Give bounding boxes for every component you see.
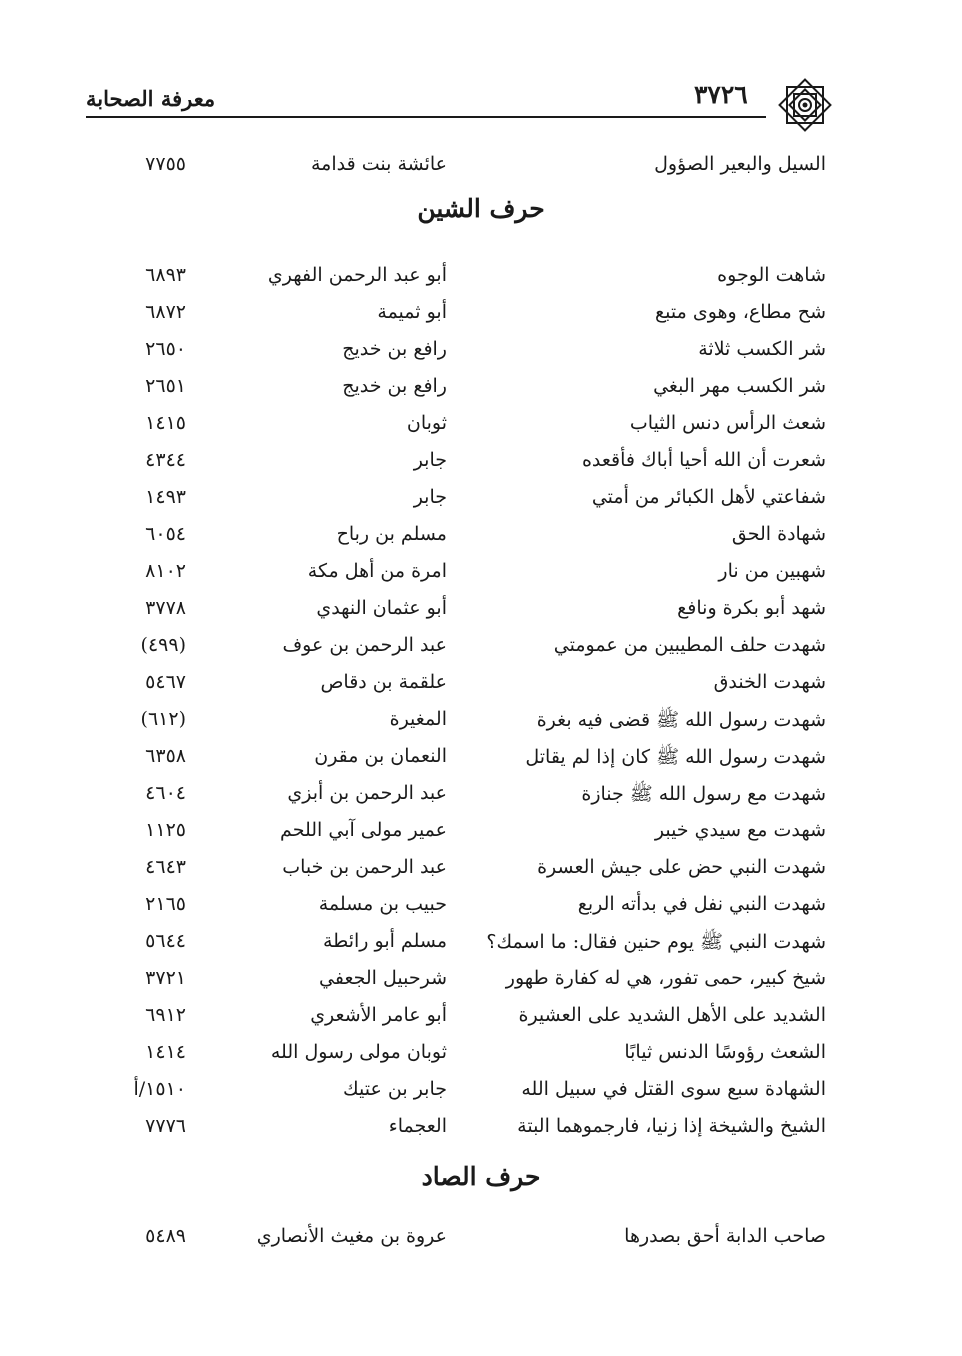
table-row bbox=[0, 597, 962, 627]
narrator-name: علقمة بن دقاص bbox=[320, 671, 447, 693]
narrator-name: عبد الرحمن بن أبزي bbox=[287, 782, 447, 804]
hadith-number: ١٥١٠/أ bbox=[133, 1078, 186, 1100]
narrator-name: أبو عامر الأشعري bbox=[310, 1004, 447, 1026]
narrator-name: رافع بن خديج bbox=[342, 338, 447, 360]
table-row bbox=[0, 375, 962, 405]
narrator-name: جابر بن عتيك bbox=[343, 1078, 447, 1100]
table-row bbox=[0, 930, 962, 960]
narrator-name: حبيب بن مسلمة bbox=[318, 893, 447, 915]
narrator-name: عروة بن مغيث الأنصاري bbox=[256, 1225, 447, 1247]
hadith-text: شهدت النبي حض على جيش العسرة bbox=[537, 856, 826, 878]
narrator-name: جابر bbox=[413, 486, 447, 508]
hadith-number: ٢١٦٥ bbox=[145, 893, 186, 915]
hadith-number: ١٤١٤ bbox=[145, 1041, 186, 1063]
hadith-number: ٦٨٩٣ bbox=[145, 264, 186, 286]
table-row bbox=[0, 745, 962, 775]
table-row bbox=[0, 449, 962, 479]
hadith-number: ٦٠٥٤ bbox=[145, 523, 186, 545]
hadith-text: شهدت النبي نفل في بدأته الربع bbox=[577, 893, 826, 915]
narrator-name: جابر bbox=[413, 449, 447, 471]
table-row bbox=[0, 708, 962, 738]
narrator-name: عبد الرحمن بن خباب bbox=[282, 856, 447, 878]
hadith-number: ٣٧٢١ bbox=[145, 967, 186, 989]
table-row bbox=[0, 782, 962, 812]
hadith-text: شر الكسب ثلاثة bbox=[698, 338, 826, 360]
table-row bbox=[0, 486, 962, 516]
table-row bbox=[0, 634, 962, 664]
table-row bbox=[0, 967, 962, 997]
narrator-name: عائشة بنت قدامة bbox=[310, 153, 447, 175]
hadith-number: ٣٧٧٨ bbox=[145, 597, 186, 619]
table-row bbox=[0, 893, 962, 923]
narrator-name: أبو عثمان النهدي bbox=[316, 597, 447, 619]
hadith-text: الشعث رؤوسًا الدنس ثيابًا bbox=[624, 1041, 826, 1063]
hadith-text: صاحب الدابة أحق بصدرها bbox=[624, 1225, 826, 1247]
hadith-number: ٢٦٥٠ bbox=[145, 338, 186, 360]
table-row bbox=[0, 412, 962, 442]
table-row bbox=[0, 1004, 962, 1034]
table-row bbox=[0, 856, 962, 886]
narrator-name: مسلم بن رباح bbox=[336, 523, 447, 545]
hadith-number: (٦١٢) bbox=[140, 708, 186, 730]
table-row bbox=[0, 523, 962, 553]
hadith-text: شهدت رسول الله ﷺ كان إذا لم يقاتل bbox=[525, 746, 826, 768]
section-heading-sheen: حرف الشين bbox=[417, 194, 545, 223]
hadith-number: ٦٣٥٨ bbox=[145, 745, 186, 767]
hadith-text: شيخ كبير، حمى تفور، هي له كفارة طهور bbox=[505, 967, 826, 989]
hadith-number: ١١٢٥ bbox=[145, 819, 186, 841]
narrator-name: العجماء bbox=[388, 1115, 447, 1137]
hadith-number: ٥٦٤٤ bbox=[145, 930, 186, 952]
hadith-number: ٤٣٤٤ bbox=[145, 449, 186, 471]
hadith-number: ٧٧٥٥ bbox=[145, 153, 186, 175]
hadith-text: شهد أبو بكرة ونافع bbox=[677, 597, 826, 619]
hadith-text: الشديد على الأهل الشديد على العشيرة bbox=[518, 1004, 826, 1026]
table-row bbox=[0, 264, 962, 294]
narrator-name: رافع بن خديج bbox=[342, 375, 447, 397]
narrator-name: مسلم أبو رائطة bbox=[322, 930, 447, 952]
hadith-number: ١٤١٥ bbox=[145, 412, 186, 434]
hadith-text: شعرت أن الله أحيا أباك فأقعده bbox=[581, 449, 826, 471]
hadith-text: شهادة الحق bbox=[731, 523, 826, 545]
hadith-number: (٤٩٩) bbox=[140, 634, 186, 656]
table-row bbox=[0, 1041, 962, 1071]
page-number: ٣٧٢٦ bbox=[694, 80, 748, 109]
top-entry-row bbox=[0, 153, 962, 183]
hadith-text: شاهت الوجوه bbox=[717, 264, 826, 286]
hadith-text: الشيخ والشيخة إذا زنيا، فارجموهما البتة bbox=[517, 1115, 826, 1137]
narrator-name: النعمان بن مقرن bbox=[314, 745, 447, 767]
hadith-number: ٤٦٠٤ bbox=[145, 782, 186, 804]
hadith-text: شهدت مع رسول الله ﷺ جنازة bbox=[581, 783, 826, 805]
hadith-text: شهدت رسول الله ﷺ قضى فيه بغرة bbox=[536, 709, 826, 731]
narrator-name: امرة من أهل مكة bbox=[307, 560, 447, 582]
hadith-text: السيل والبعير الصؤول bbox=[654, 153, 826, 175]
table-row bbox=[0, 560, 962, 590]
hadith-number: ٤٦٤٣ bbox=[145, 856, 186, 878]
hadith-number: ٦٨٧٢ bbox=[145, 301, 186, 323]
table-row bbox=[0, 1225, 962, 1255]
narrator-name: أبو ثميمة bbox=[377, 301, 447, 323]
hadith-text: شهدت حلف المطيبين من عمومتي bbox=[553, 634, 826, 656]
hadith-number: ٦٩١٢ bbox=[145, 1004, 186, 1026]
narrator-name: عمير مولى آبي اللحم bbox=[280, 819, 447, 841]
table-row bbox=[0, 1115, 962, 1145]
hadith-text: شر الكسب مهر البغي bbox=[653, 375, 826, 397]
narrator-name: شرحبيل الجعفي bbox=[319, 967, 447, 989]
hadith-text: شح مطاع، وهوى متبع bbox=[655, 301, 826, 323]
table-row bbox=[0, 819, 962, 849]
table-row bbox=[0, 671, 962, 701]
table-row bbox=[0, 301, 962, 331]
section-heading-saad: حرف الصاد bbox=[421, 1162, 541, 1191]
hadith-text: شفاعتي لأهل الكبائر من أمتي bbox=[591, 486, 826, 508]
hadith-text: شهدت الخندق bbox=[713, 671, 826, 693]
book-title: معرفة الصحابة bbox=[86, 86, 216, 111]
hadith-number: ٨١٠٢ bbox=[145, 560, 186, 582]
hadith-text: شهدت النبي ﷺ يوم حنين فقال: ما اسمك؟ bbox=[486, 931, 826, 953]
table-row bbox=[0, 338, 962, 368]
hadith-number: ٧٧٧٦ bbox=[145, 1115, 186, 1137]
narrator-name: أبو عبد الرحمن الفهري bbox=[267, 264, 447, 286]
table-row bbox=[0, 1078, 962, 1108]
narrator-name: عبد الرحمن بن عوف bbox=[282, 634, 447, 656]
narrator-name: ثوبان bbox=[406, 412, 447, 434]
hadith-text: شهدت مع سيدي خيبر bbox=[654, 819, 826, 841]
hadith-number: ١٤٩٣ bbox=[145, 486, 186, 508]
hadith-number: ٥٤٦٧ bbox=[145, 671, 186, 693]
hadith-text: شهبين من نار bbox=[718, 560, 826, 582]
hadith-text: الشهادة سبع سوى القتل في سبيل الله bbox=[521, 1078, 826, 1100]
narrator-name: المغيرة bbox=[389, 708, 447, 730]
hadith-text: شعث الرأس دنس الثياب bbox=[629, 412, 826, 434]
narrator-name: ثوبان مولى رسول الله bbox=[270, 1041, 447, 1063]
hadith-number: ٢٦٥١ bbox=[145, 375, 186, 397]
hadith-number: ٥٤٨٩ bbox=[145, 1225, 186, 1247]
